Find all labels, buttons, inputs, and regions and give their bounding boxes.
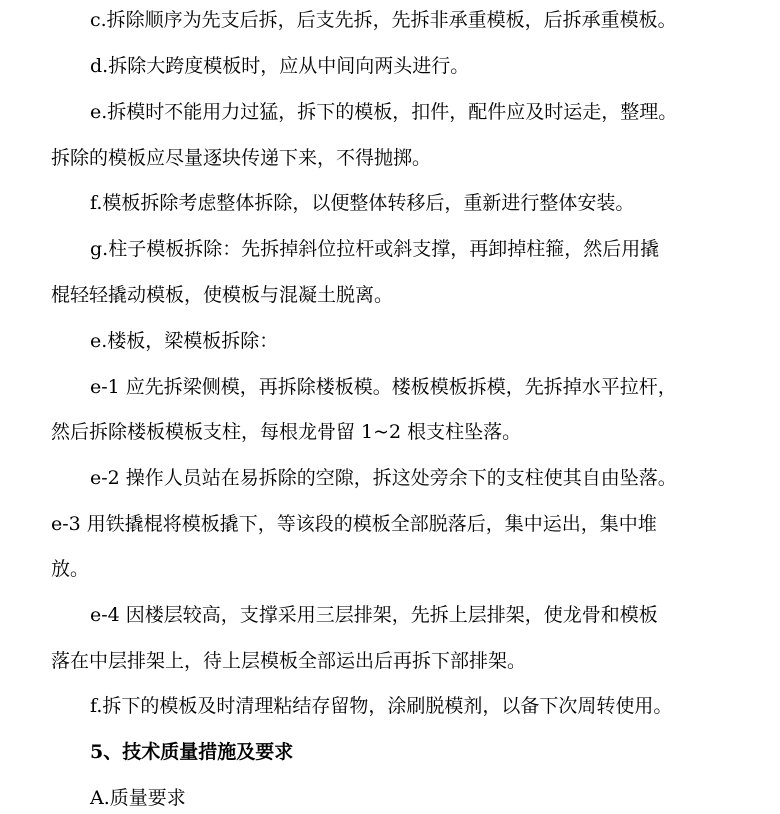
subsection-heading: A.质量要求: [90, 787, 186, 809]
text-line: g.柱子模板拆除：先拆掉斜位拉杆或斜支撑，再卸掉柱箍，然后用撬: [90, 238, 660, 260]
text-line: f.模板拆除考虑整体拆除，以便整体转移后，重新进行整体安装。: [90, 192, 635, 214]
text-line: e-1 应先拆梁侧模，再拆除楼板模。楼板模板拆模，先拆掉水平拉杆，: [90, 376, 677, 398]
text-line: e-3 用铁撬棍将模板撬下，等该段的模板全部脱落后，集中运出，集中堆: [51, 513, 657, 535]
text-line: 棍轻轻撬动模板，使模板与混凝土脱离。: [51, 284, 394, 306]
text-line: c.拆除顺序为先支后拆，后支先拆，先拆非承重模板，后拆承重模板。: [90, 9, 677, 31]
text-line: 然后拆除楼板模板支柱，每根龙骨留 1~2 根支柱坠落。: [51, 421, 522, 443]
text-line: d.拆除大跨度模板时，应从中间向两头进行。: [90, 55, 470, 77]
text-line: 落在中层排架上，待上层模板全部运出后再拆下部排架。: [51, 650, 527, 672]
text-line: 放。: [51, 558, 90, 580]
text-line: e.拆模时不能用力过猛，拆下的模板，扣件，配件应及时运走，整理。: [90, 101, 678, 123]
text-line: e.楼板，梁模板拆除：: [90, 330, 279, 352]
text-line: f.拆下的模板及时清理粘结存留物，涂刷脱模剂，以备下次周转使用。: [90, 695, 673, 717]
text-line: 拆除的模板应尽量逐块传递下来，不得抛掷。: [51, 147, 432, 169]
text-line: e-4 因楼层较高，支撑采用三层排架，先拆上层排架，使龙骨和模板: [90, 604, 658, 626]
section-heading: 5、技术质量措施及要求: [90, 741, 294, 763]
text-line: e-2 操作人员站在易拆除的空隙，拆这处旁余下的支柱使其自由坠落。: [90, 467, 677, 489]
